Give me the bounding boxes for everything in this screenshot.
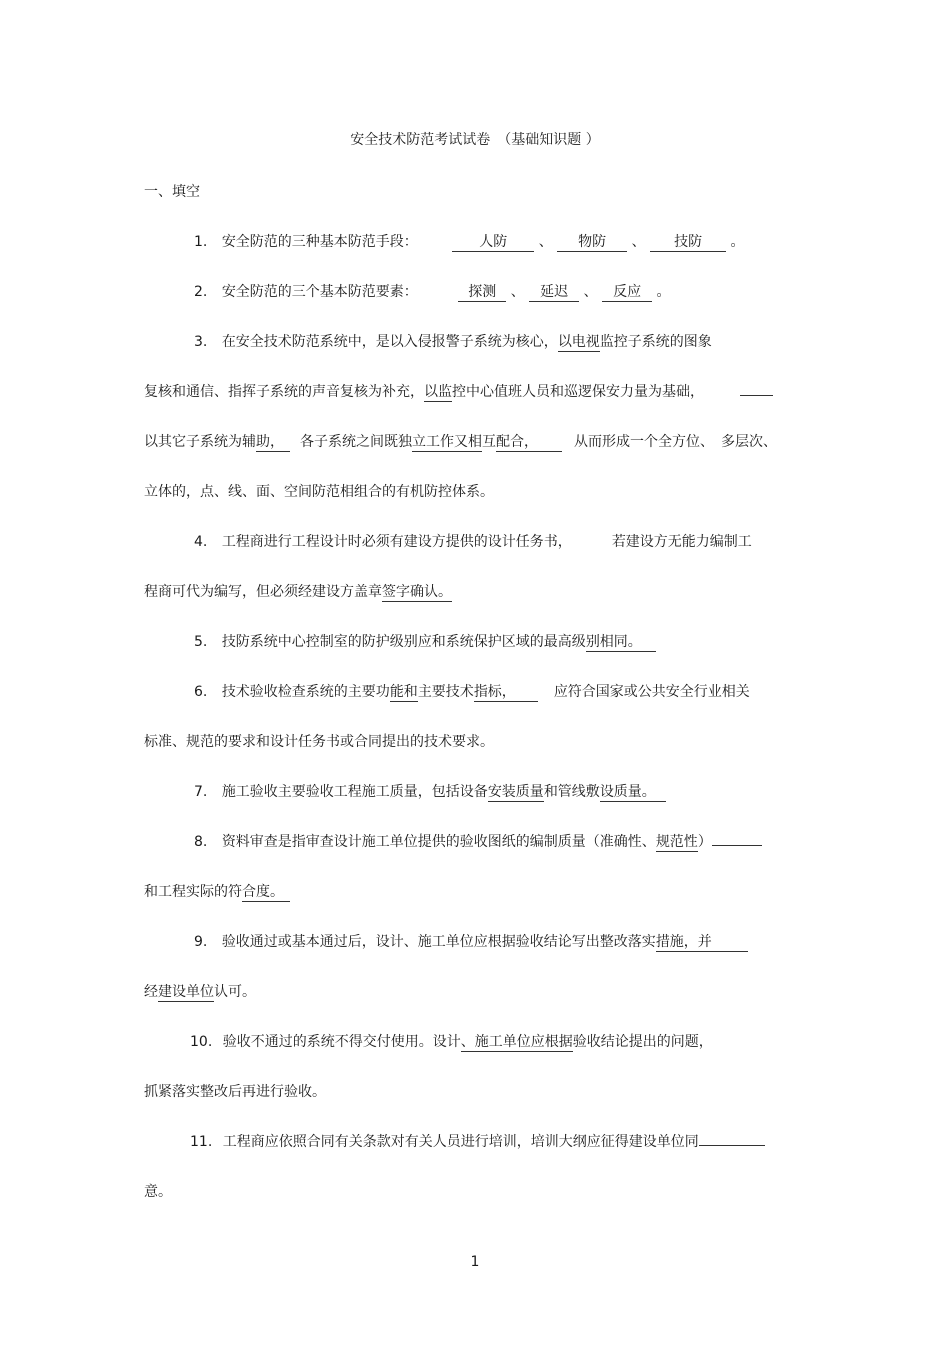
punctuation: 。 — [730, 234, 745, 250]
question-text: 施工验收主要验收工程施工质量，包括设备 — [221, 784, 488, 800]
section-heading: 一、填空 — [144, 184, 200, 200]
question-4-line-2 — [144, 582, 452, 602]
question-text: 经 — [144, 984, 158, 1000]
question-number: 5. — [194, 634, 208, 650]
question-text: 技防系统中心控制室的防护级别应和系统保护区域的最高级 — [221, 634, 586, 650]
answer-blank: 措施，并 — [656, 933, 748, 952]
question-1 — [194, 232, 745, 252]
question-text: 验收通过或基本通过后，设计、施工单位应根据验收结论写出整改落实 — [221, 934, 656, 950]
question-text: 安全防范的三种基本防范手段： — [221, 234, 418, 250]
question-5 — [194, 632, 656, 652]
question-text: 资料审查是指审查设计施工单位提供的验收图纸的编制质量（准确性、 — [221, 834, 656, 850]
question-text: 和工程实际的符 — [144, 884, 242, 900]
punctuation: 。 — [656, 284, 671, 300]
question-text: 控中心值班人员和巡逻保安力量为基础， — [452, 384, 704, 400]
question-6-line-2: 标准、规范的要求和设计任务书或合同提出的技术要求。 — [144, 734, 494, 750]
question-text: 若建设方无能力编制工 — [611, 534, 752, 550]
question-4-line-1 — [194, 532, 752, 552]
question-text: 和管线敷 — [543, 784, 600, 800]
question-text: 安全防范的三个基本防范要素： — [221, 284, 418, 300]
question-text: 工程商进行工程设计时必须有建设方提供的设计任务书， — [221, 534, 572, 550]
answer-blank: 人防 — [452, 233, 534, 252]
question-text: 工程商应依照合同有关条款对有关人员进行培训，培训大纲应征得建设单位同 — [222, 1134, 699, 1150]
question-text: 验收不通过的系统不得交付使用。设计 — [222, 1034, 461, 1050]
question-9-line-1 — [194, 932, 748, 952]
question-number: 3. — [194, 334, 208, 350]
question-text: 从而形成一个全方位、 多层次、 — [574, 434, 777, 450]
question-number: 1. — [194, 234, 208, 250]
answer-blank: 别相同。 — [586, 633, 656, 652]
answer-blank: 规范性 — [655, 834, 698, 850]
question-number: 10. — [190, 1034, 213, 1050]
question-text: 技术验收检查系统的主要功 — [221, 684, 390, 700]
answer-blank: 以电视 — [557, 334, 600, 350]
question-text: 认可。 — [214, 984, 256, 1000]
question-text: 主要技术 — [417, 684, 474, 700]
question-number: 8. — [194, 834, 208, 850]
separator: 、 — [538, 234, 553, 250]
question-3-line-3 — [144, 432, 777, 452]
separator: 、 — [631, 234, 646, 250]
question-3-line-1 — [194, 332, 712, 352]
question-number: 4. — [194, 534, 208, 550]
answer-blank: 设质量。 — [600, 783, 666, 802]
answer-blank: 指标， — [474, 683, 538, 702]
separator: 、 — [510, 284, 525, 300]
answer-blank: 技防 — [650, 233, 726, 252]
question-8-line-1 — [194, 832, 762, 852]
answer-blank: 配合， — [496, 433, 562, 452]
answer-blank: 延迟 — [529, 283, 579, 302]
separator: 、 — [583, 284, 598, 300]
question-text: 互 — [482, 434, 496, 450]
answer-blank — [712, 845, 762, 846]
answer-blank: 安装质量 — [487, 784, 544, 800]
answer-blank: 能和 — [389, 684, 418, 700]
answer-blank — [699, 1145, 765, 1146]
question-text: ） — [697, 834, 712, 850]
answer-blank: 探测 — [458, 283, 506, 302]
answer-blank: 助， — [256, 433, 290, 452]
question-3-line-2 — [144, 382, 773, 402]
answer-blank: 立工作又相 — [412, 434, 482, 450]
question-number: 6. — [194, 684, 208, 700]
answer-blank: 物防 — [557, 233, 627, 252]
question-text: 各子系统之间既独 — [300, 434, 412, 450]
question-text: 监控子系统的图象 — [599, 334, 712, 350]
question-text: 复核和通信、指挥子系统的声音复核为补充， — [144, 384, 424, 400]
answer-blank: 、施工单位应根据 — [460, 1034, 573, 1050]
question-text: 应符合国家或公共安全行业相关 — [553, 684, 750, 700]
question-11-line-1 — [190, 1132, 765, 1152]
question-8-line-2 — [144, 882, 290, 902]
answer-blank: 签字确认。 — [382, 584, 452, 600]
question-text: 验收结论提出的问题， — [572, 1034, 713, 1050]
question-2 — [194, 282, 671, 302]
page-title: 安全技术防范考试试卷 （基础知识题 ） — [350, 132, 600, 148]
question-9-line-2 — [144, 982, 256, 1002]
question-number: 9. — [194, 934, 208, 950]
question-text: 在安全技术防范系统中，是以入侵报警子系统为核心， — [221, 334, 558, 350]
answer-blank: 以监 — [424, 384, 452, 400]
question-number: 2. — [194, 284, 208, 300]
question-3-line-4: 立体的，点、线、面、空间防范相组合的有机防控体系。 — [144, 484, 494, 500]
question-7 — [194, 782, 666, 802]
question-number: 7. — [194, 784, 208, 800]
answer-blank — [740, 395, 773, 396]
question-6-line-1 — [194, 682, 750, 702]
answer-blank: 建设单位 — [158, 984, 214, 1000]
question-10-line-2: 抓紧落实整改后再进行验收。 — [144, 1084, 326, 1100]
question-10-line-1 — [190, 1032, 713, 1052]
question-text: 程商可代为编写，但必须经建设方盖章 — [144, 584, 382, 600]
question-11-line-2: 意。 — [144, 1184, 172, 1200]
page-number: 1 — [470, 1254, 480, 1270]
question-number: 11. — [190, 1134, 213, 1150]
answer-blank: 反应 — [602, 283, 652, 302]
question-text: 以其它子系统为辅 — [144, 434, 256, 450]
answer-blank: 合度。 — [242, 883, 290, 902]
